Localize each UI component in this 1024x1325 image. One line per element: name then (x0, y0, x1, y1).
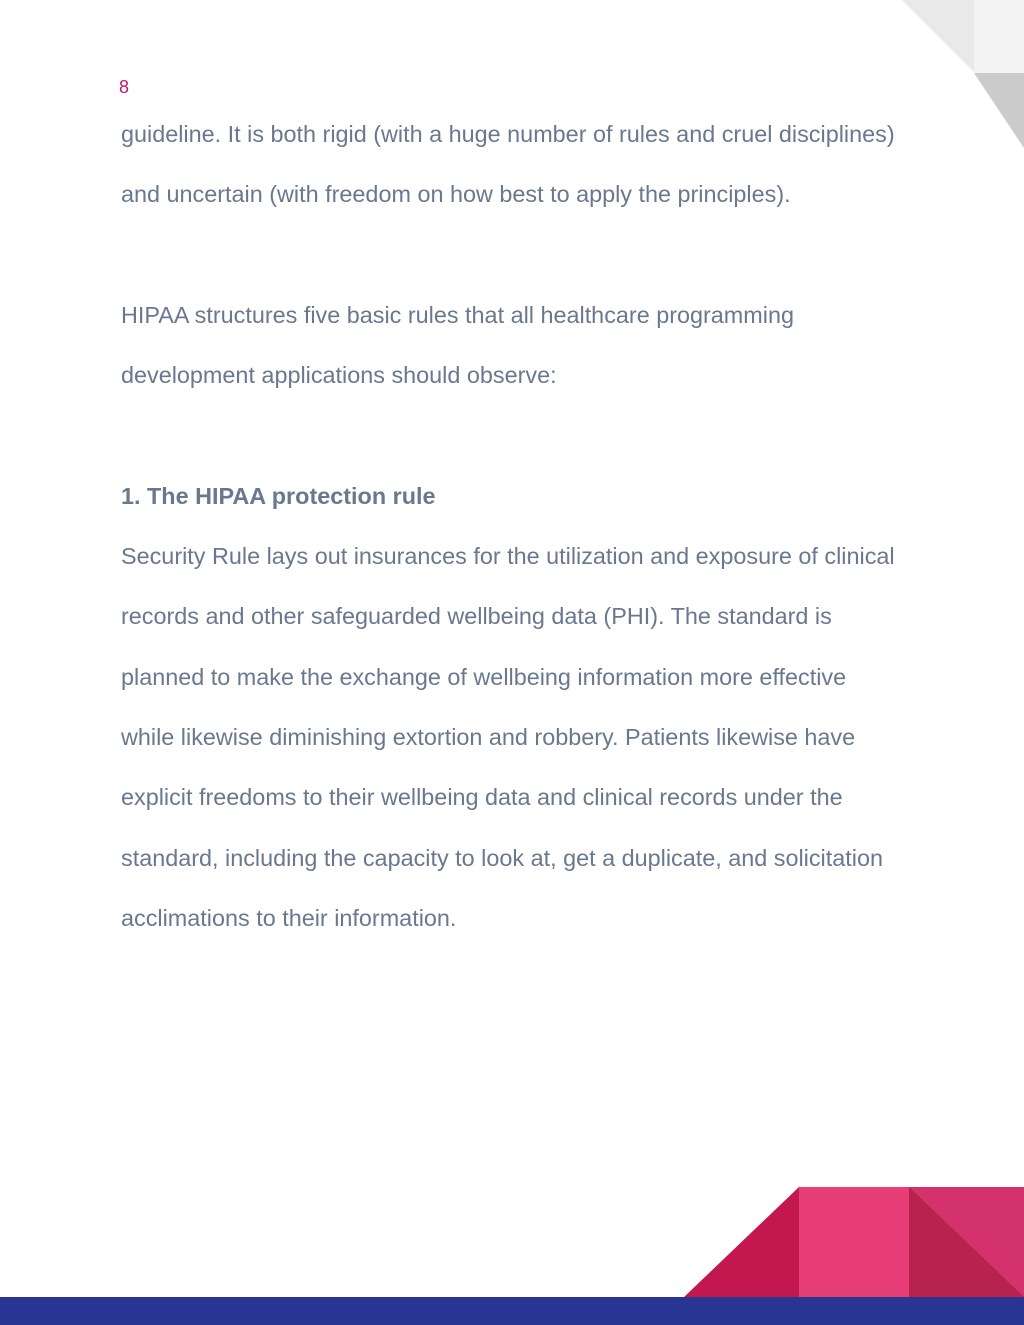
section-heading: 1. The HIPAA protection rule (121, 482, 436, 509)
paragraph-spacer (121, 405, 901, 465)
page-number: 8 (119, 77, 130, 97)
page-body (121, 104, 901, 948)
bottom-corner-decoration (684, 1187, 1024, 1297)
corner-panel-pink (799, 1187, 909, 1297)
intro-paragraph: guideline. It is both rigid (with a huge number of rules and cruel disciplines) and uncertain (with freedom on how best to apply the principles). (121, 121, 895, 208)
corner-square-light (974, 0, 1024, 73)
footer-bar (0, 1297, 1024, 1325)
corner-triangle-crimson (684, 1187, 799, 1297)
rules-paragraph: HIPAA structures five basic rules that all healthcare programming development applications should observe: (121, 301, 794, 389)
paragraph-spacer (121, 225, 901, 285)
corner-triangle-dark (974, 73, 1024, 148)
section-body: Security Rule lays out insurances for the utilization and exposure of clinical records and other safeguarded wellbeing data (PHI). The standard is planned to make the exchange of wellbeing information more effective while likewise diminishing extortion and robbery. Patients likewise have explicit freedoms to their wellbeing data and clinical records under the standard, including the capacity to look at, get a duplicate, and solicitation acclimations to their information. (121, 543, 895, 931)
